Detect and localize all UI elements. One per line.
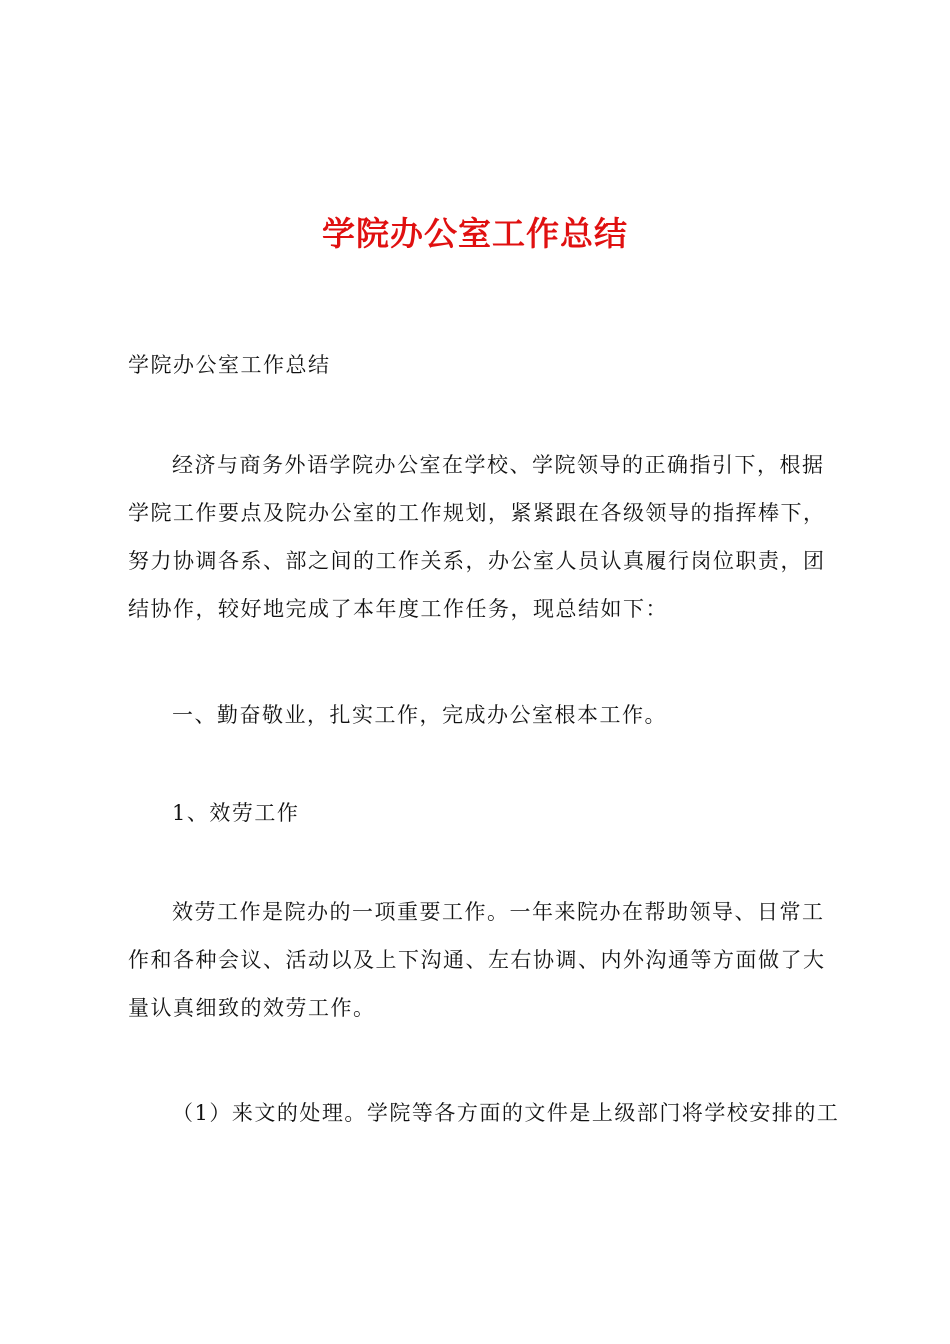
paragraph-line: 结协作，较好地完成了本年度工作任务，现总结如下： — [128, 597, 668, 621]
paragraph-service — [128, 888, 832, 1032]
paragraph-line: 作和各种会议、活动以及上下沟通、左右协调、内外沟通等方面做了大 — [128, 948, 826, 972]
paragraph-line: 学院工作要点及院办公室的工作规划，紧紧跟在各级领导的指挥棒下， — [128, 501, 826, 525]
heading-line: 1、效劳工作 — [172, 801, 300, 825]
paragraph-line: 经济与商务外语学院办公室在学校、学院领导的正确指引下，根据 — [172, 453, 825, 477]
paragraph-line: 量认真细致的效劳工作。 — [128, 996, 376, 1020]
subtitle-line: 学院办公室工作总结 — [128, 353, 331, 377]
heading-line: 一、勤奋敬业，扎实工作，完成办公室根本工作。 — [172, 703, 667, 727]
paragraph-documents — [128, 1089, 840, 1137]
paragraph-line: （1）来文的处理。学院等各方面的文件是上级部门将学校安排的工 — [172, 1101, 840, 1125]
paragraph-intro — [128, 441, 832, 633]
document-title: 学院办公室工作总结 — [322, 214, 628, 253]
section-heading-1 — [128, 691, 832, 739]
paragraph-line: 努力协调各系、部之间的工作关系，办公室人员认真履行岗位职责，团 — [128, 549, 826, 573]
subsection-heading-1 — [128, 789, 832, 837]
document-subtitle — [128, 341, 832, 389]
paragraph-line: 效劳工作是院办的一项重要工作。一年来院办在帮助领导、日常工 — [172, 900, 825, 924]
